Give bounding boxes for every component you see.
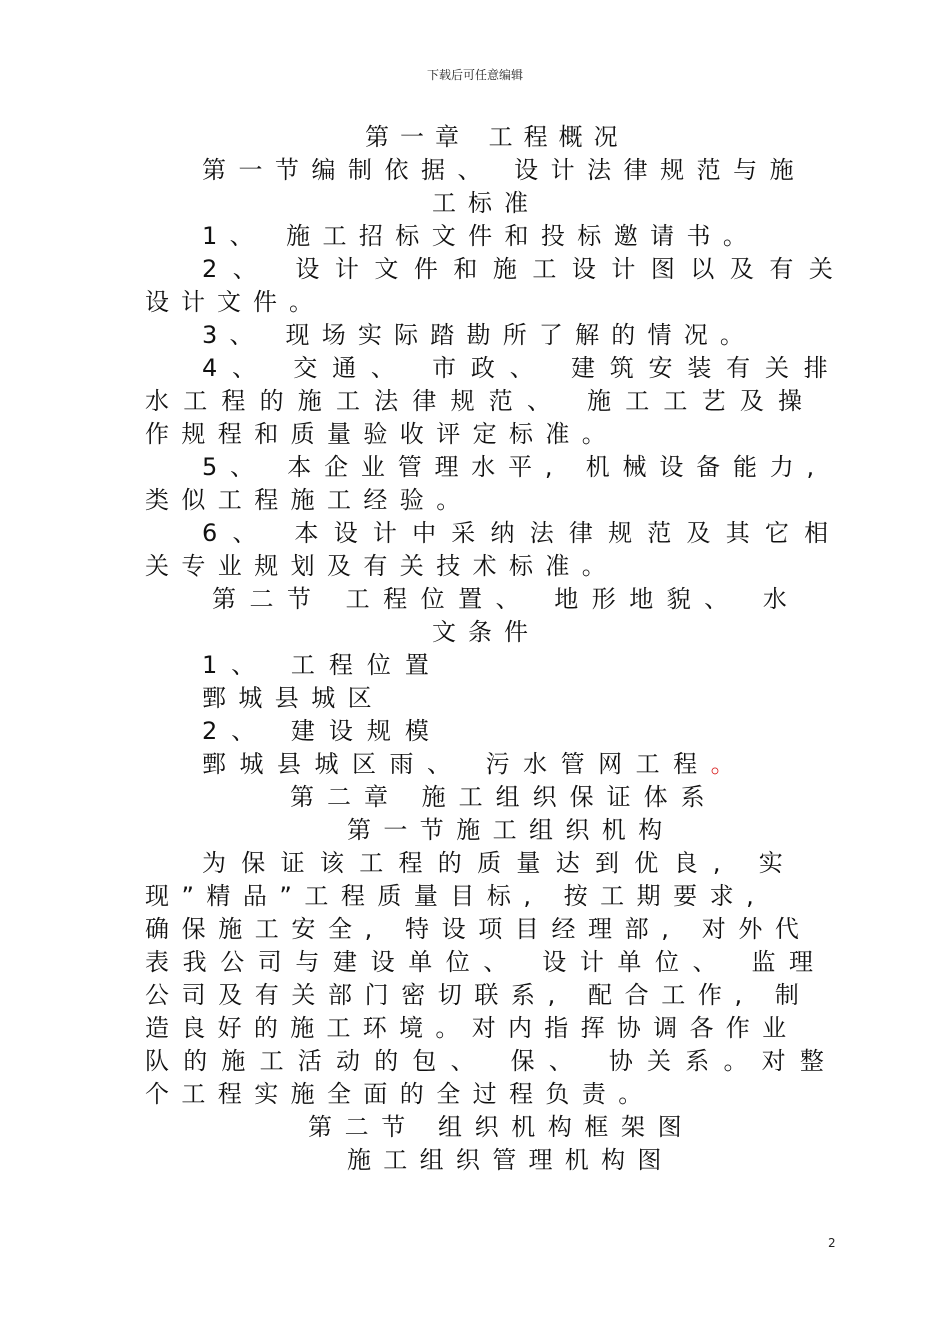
project-name: 鄄城县城区雨、 污水管网工程 (202, 750, 711, 778)
paragraph-line: 造良好的施工环境。对内指挥协调各作业 (145, 1014, 799, 1042)
paragraph-line: 队的施工活动的包、 保、 协关系。对整 (145, 1047, 839, 1075)
paragraph-line (0, 748, 950, 780)
chapter-title: 第二章 施工组织保证体系 (290, 783, 718, 811)
section-title: 第一节编制依据、 设计法律规范与施 (202, 156, 807, 184)
paragraph-line: 为保证该工程的质量达到优良, 实 (202, 849, 799, 877)
paragraph-line: 表我公司与建设单位、 设计单位、 监理 (145, 948, 827, 976)
list-item: 4、 交通、 市政、 建筑安装有关排 (202, 354, 843, 382)
section-title: 第二节 工程位置、 地形地貌、 水 (212, 585, 801, 613)
red-period-mark: 。 (710, 750, 749, 778)
paragraph-line: 设计文件。 (145, 288, 325, 316)
paragraph-line: 类似工程施工经验。 (145, 486, 473, 514)
list-item: 1、 施工招标文件和投标邀请书。 (202, 222, 760, 250)
list-item: 5、 本企业管理水平, 机械设备能力, (202, 453, 827, 481)
section-title-cont: 文条件 (432, 618, 540, 646)
list-item: 6、 本设计中采纳法律规范及其它相 (202, 519, 844, 547)
paragraph-line: 现”精品”工程质量目标, 按工期要求, (145, 882, 767, 910)
paragraph-line: 关专业规划及有关技术标准。 (145, 552, 619, 580)
section-title-cont: 工标准 (432, 189, 540, 217)
paragraph-line: 个工程实施全面的全过程负责。 (145, 1080, 655, 1108)
list-item: 1、 工程位置 (202, 651, 443, 679)
list-item: 2、 设计文件和施工设计图以及有关 (202, 255, 849, 283)
paragraph-line: 鄄城县城区 (202, 684, 384, 712)
chapter-title: 第一章 工程概况 (365, 123, 629, 151)
page-number: 2 (828, 1236, 836, 1250)
paragraph-line: 确保施工安全, 特设项目经理部, 对外代 (145, 915, 812, 943)
paragraph-line: 作规程和质量验收评定标准。 (145, 420, 619, 448)
list-item: 3、 现场实际踏勘所了解的情况。 (202, 321, 757, 349)
paragraph-line: 水工程的施工法律规范、 施工工艺及操 (145, 387, 817, 415)
section-title: 第一节施工组织机构 (347, 816, 675, 844)
figure-title: 施工组织管理机构图 (347, 1146, 674, 1174)
list-item: 2、 建设规模 (202, 717, 443, 745)
section-title: 第二节 组织机构框架图 (308, 1113, 695, 1141)
paragraph-line: 公司及有关部门密切联系, 配合工作, 制 (145, 981, 812, 1009)
page-header: 下载后可任意编辑 (426, 68, 523, 82)
